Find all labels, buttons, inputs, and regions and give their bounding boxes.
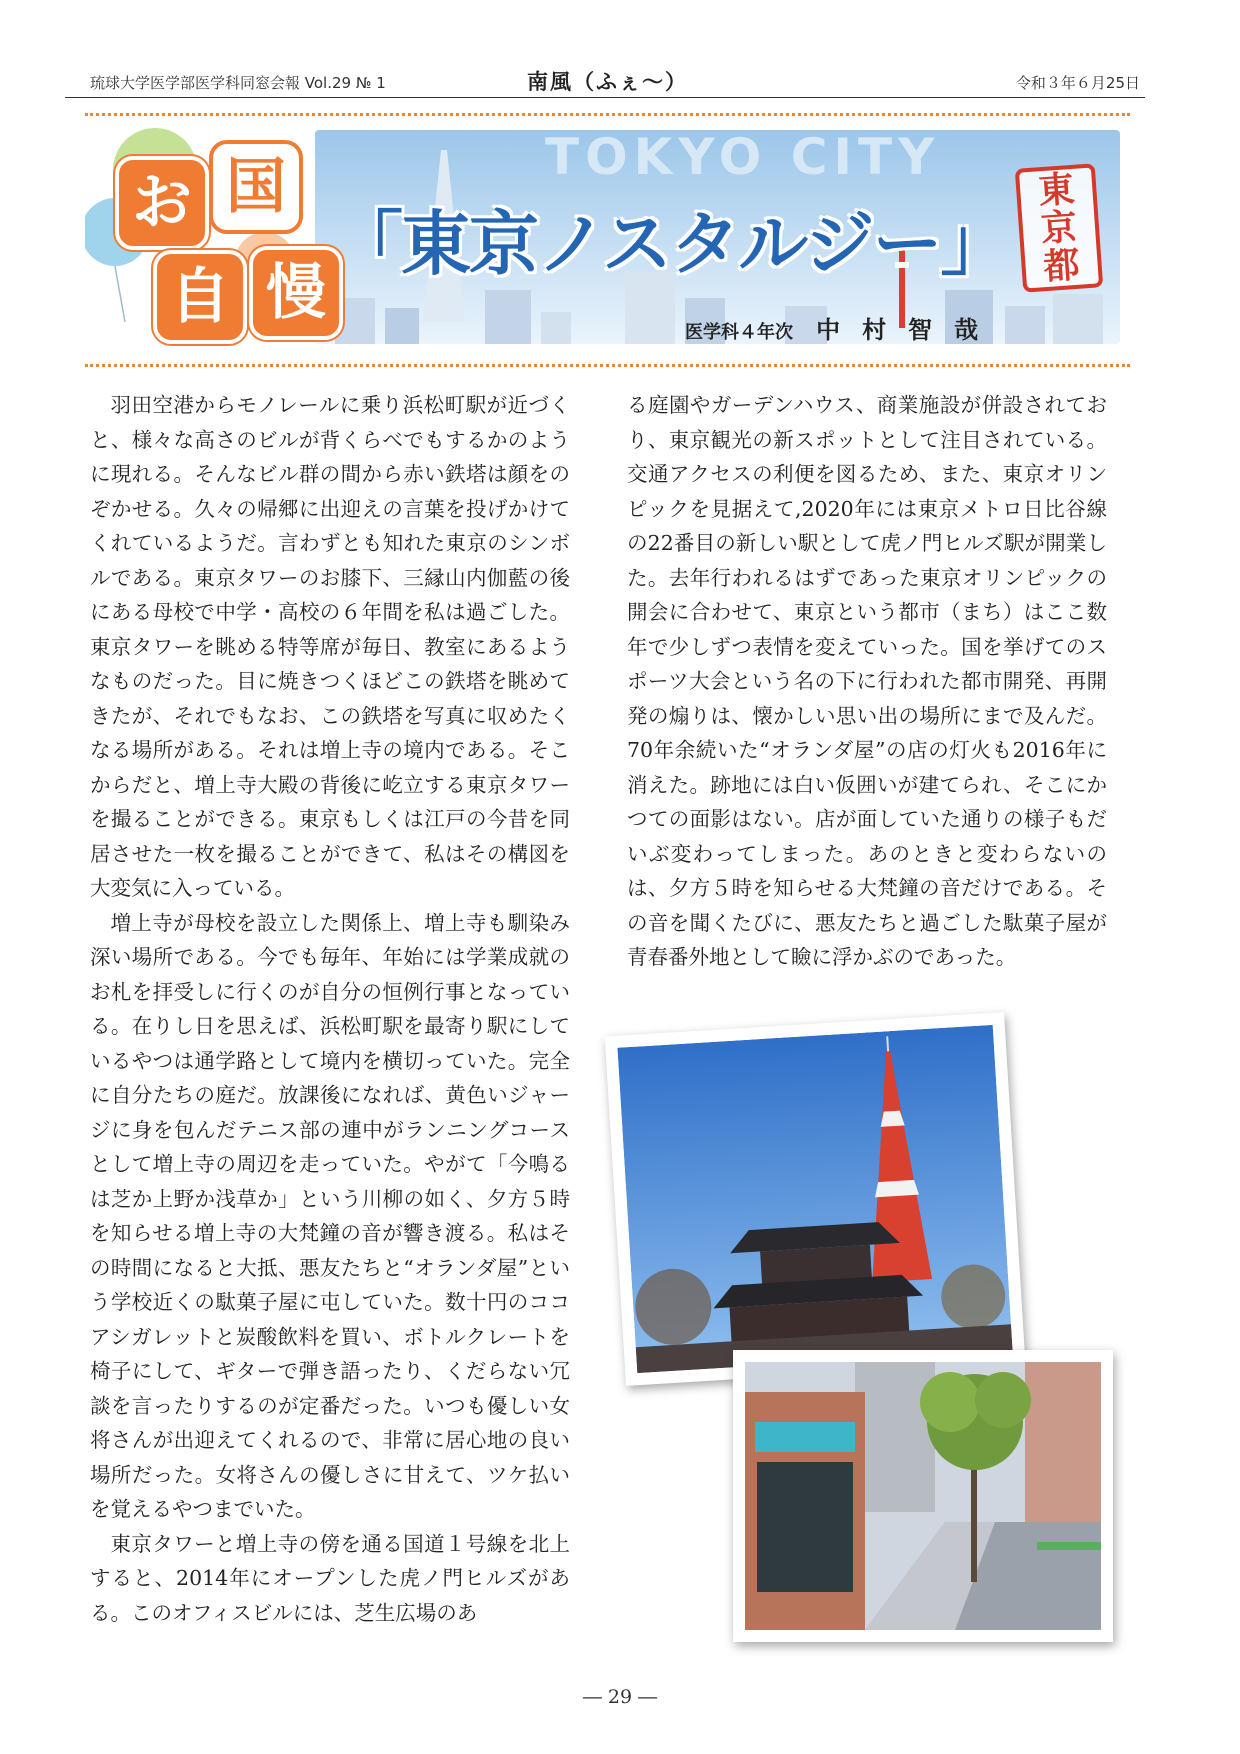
photo-tokyo-tower-zojoji	[605, 1012, 1026, 1386]
article-column-right	[627, 388, 1107, 975]
series-char-2: 国	[209, 140, 303, 234]
paragraph-2: 増上寺が母校を設立した関係上、増上寺も馴染み深い場所である。今でも毎年、年始には学業成就のお札を拝受しに行くのが自分の恒例行事となっている。在りし日を思えば、浜松町駅を最寄り駅にしているやつは通学路として境内を横切っていた。完全に自分たちの庭だ。放課後になれば、黄色いジャージに身を包んだテニス部の連中がランニングコースとして増上寺の周辺を走っていた。やがて「今鳴るは芝か上野か浅草か」という川柳の如く、夕方５時を知らせる増上寺の大梵鐘の音が響き渡る。私はその時間になると大抵、悪友たちと“オランダ屋”という学校近くの駄菓子屋に屯していた。数十円のココアシガレットと炭酸飲料を買い、ボトルクレートを椅子にして、ギターで弾き語ったり、くだらない冗談を言ったりするのが定番だった。いつも優しい女将さんが出迎えてくれるので、非常に居心地の良い場所だった。女将さんの優しさに甘えて、ツケ払いを覚えるやつまでいた。	[90, 910, 570, 1521]
dotted-divider-bottom	[85, 364, 1130, 367]
article-title: 「東京ノスタルジー」	[333, 203, 1009, 285]
running-header	[90, 68, 1140, 96]
stamp-char-2: 京	[1039, 206, 1079, 251]
newsletter-title: 南風（ふぇ〜）	[527, 69, 688, 94]
stamp-char-3: 都	[1042, 244, 1082, 289]
page-number: ― 29 ―	[582, 1686, 658, 1708]
article-column-left	[90, 388, 570, 1630]
header-rule	[65, 97, 1145, 98]
series-char-1: お	[115, 156, 209, 250]
author-department: 医学科４年次	[685, 322, 793, 343]
stamp-char-1: 東	[1036, 168, 1076, 213]
series-char-4: 慢	[249, 246, 343, 340]
paragraph-1: 羽田空港からモノレールに乗り浜松町駅が近づくと、様々な高さのビルが背くらべでもするかのように現れる。そんなビル群の間から赤い鉄塔は顔をのぞかせる。久々の帰郷に出迎えの言葉を投げかけてくれているようだ。言わずとも知れた東京のシンボルである。東京タワーのお膝下、三縁山内伽藍の後にある母校で中学・高校の６年間を私は過ごした。東京タワーを眺める特等席が毎日、教室にあるようなものだった。目に焼きつくほどこの鉄塔を眺めてきたが、それでもなお、この鉄塔を写真に収めたくなる場所がある。それは増上寺の境内である。そこからだと、増上寺大殿の背後に屹立する東京タワーを撮ることができる。東京もしくは江戸の今昔を同居させた一枚を撮ることができて、私はその構図を大変気に入っている。	[90, 393, 570, 900]
street-scene-image	[745, 1362, 1101, 1630]
dotted-divider-top	[85, 113, 1130, 116]
series-char-3: 自	[153, 250, 247, 344]
photo-street-former-shop-site	[733, 1350, 1113, 1642]
article-banner	[85, 122, 1125, 356]
banner-bg-text: TOKYO CITY	[545, 128, 941, 186]
author-byline	[685, 310, 1000, 345]
paragraph-3-continued: る庭園やガーデンハウス、商業施設が併設されており、東京観光の新スポットとして注目されている。交通アクセスの利便を図るため、また、東京オリンピックを見据えて,2020年には東京メトロ日比谷線の22番目の新しい駅として虎ノ門ヒルズ駅が開業した。去年行われるはずであった東京オリンピックの開会に合わせて、東京という都市（まち）はここ数年で少しずつ表情を変えていった。国を挙げてのスポーツ大会という名の下に行われた都市開発、再開発の煽りは、懐かしい思い出の場所にまで及んだ。70年余続いた“オランダ屋”の店の灯火も2016年に消えた。跡地には白い仮囲いが建てられ、そこにかつての面影はない。店が面していた通りの様子もだいぶ変わってしまった。あのときと変わらないのは、夕方５時を知らせる大梵鐘の音だけである。その音を聞くたびに、悪友たちと過ごした駄菓子屋が青春番外地として瞼に浮かぶのであった。	[627, 393, 1107, 969]
paragraph-3: 東京タワーと増上寺の傍を通る国道１号線を北上すると、2014年にオープンした虎ノ門ヒルズがある。このオフィスビルには、芝生広場のあ	[90, 1531, 570, 1625]
author-name: 中村智哉	[816, 315, 1001, 344]
tokyo-tower-temple-image	[617, 1025, 1012, 1373]
publication-name: 琉球大学医学部医学科同窓会報 Vol.29 № 1	[90, 74, 386, 92]
tokyo-seal-stamp	[1015, 163, 1103, 292]
issue-date: 令和３年６月25日	[1015, 74, 1140, 92]
